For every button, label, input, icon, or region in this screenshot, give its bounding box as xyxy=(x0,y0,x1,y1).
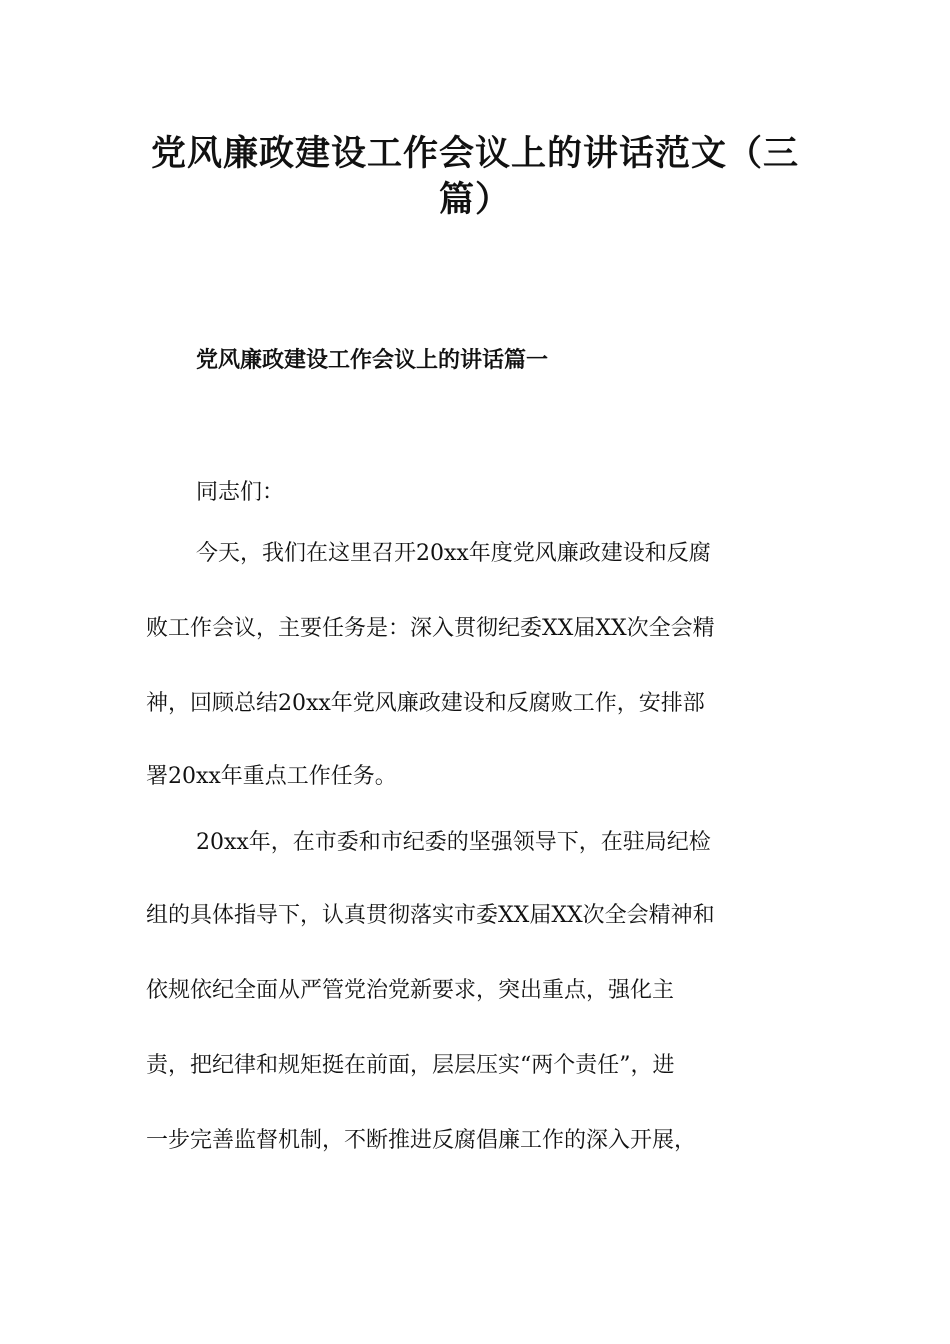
paragraph-line: 败工作会议，主要任务是：深入贯彻纪委XX届XX次全会精 xyxy=(146,616,715,641)
salutation: 同志们： xyxy=(196,480,285,505)
paragraph-line: 依规依纪全面从严管党治党新要求，突出重点，强化主 xyxy=(146,978,675,1003)
paragraph-line: 一步完善监督机制，不断推进反腐倡廉工作的深入开展， xyxy=(146,1128,697,1153)
section-title: 党风廉政建设工作会议上的讲话篇一 xyxy=(196,347,549,373)
paragraph-line: 组的具体指导下，认真贯彻落实市委XX届XX次全会精神和 xyxy=(146,903,715,928)
document-title-line-1: 党风廉政建设工作会议上的讲话范文（三 xyxy=(150,133,799,174)
document-title-line-2: 篇） xyxy=(438,179,511,220)
paragraph-line: 责，把纪律和规矩挺在前面，层层压实“两个责任”，进 xyxy=(146,1053,675,1078)
paragraph-line: 神，回顾总结20xx年党风廉政建设和反腐败工作，安排部 xyxy=(146,691,705,716)
paragraph-line: 署20xx年重点工作任务。 xyxy=(146,764,397,789)
paragraph-line: 20xx年，在市委和市纪委的坚强领导下，在驻局纪检 xyxy=(196,830,711,855)
paragraph-line: 今天，我们在这里召开20xx年度党风廉政建设和反腐 xyxy=(196,541,711,566)
